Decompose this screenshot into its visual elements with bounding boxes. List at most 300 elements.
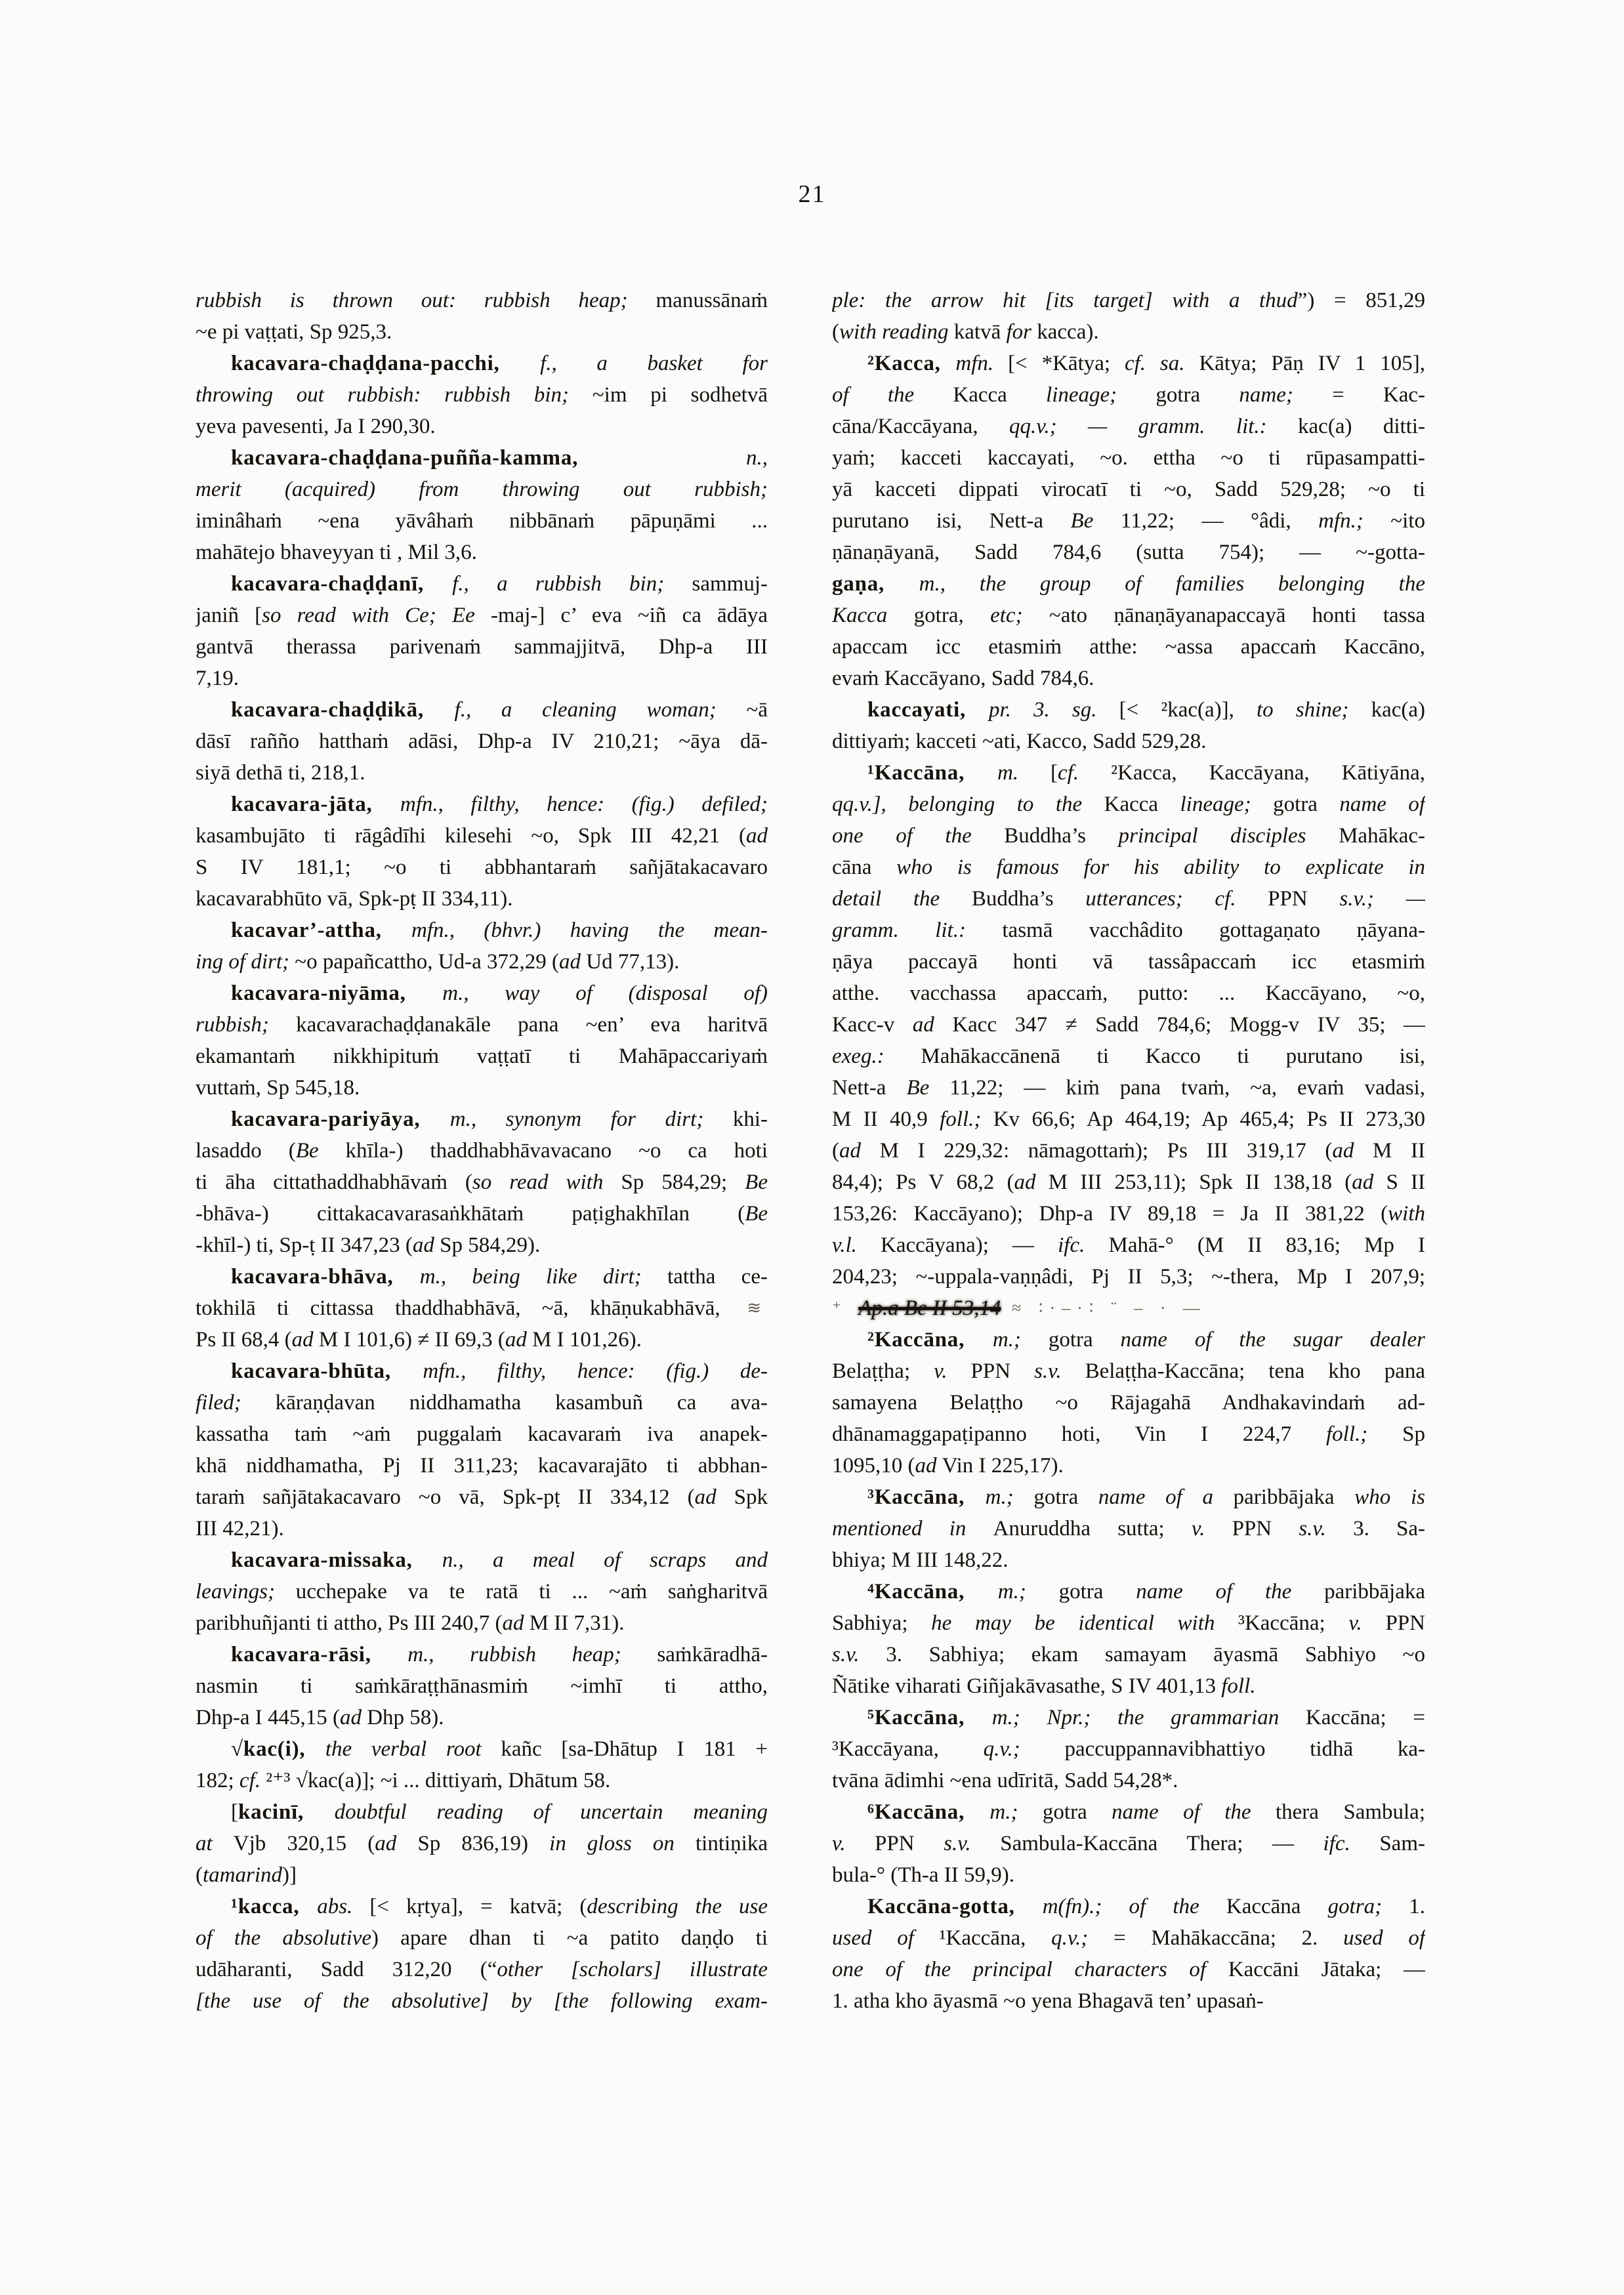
text-line xyxy=(196,1513,768,1544)
text-run: ad xyxy=(412,1233,440,1257)
text-run: Kacca xyxy=(953,383,1047,407)
text-run: Kaccāyana); — xyxy=(881,1233,1058,1257)
text-run: ~ito xyxy=(1390,509,1425,533)
text-line xyxy=(832,1387,1425,1418)
text-run: 11,22; — kiṁ pana tvaṁ, ~a, evaṁ vadasi, xyxy=(949,1076,1425,1100)
text-line xyxy=(832,1796,1425,1828)
text-run: q.v.; xyxy=(1051,1926,1114,1950)
text-run: one of the principal characters of xyxy=(832,1958,1228,1981)
text-run: who is xyxy=(1354,1485,1425,1509)
text-run: used of xyxy=(832,1926,940,1950)
text-run: Sabhiya; xyxy=(832,1611,932,1635)
text-run: name of xyxy=(1339,793,1425,816)
text-run: f., a basket for xyxy=(540,352,768,375)
text-run: mentioned in xyxy=(832,1517,993,1540)
text-run: tasmā vacchâdito gottagaṇato ṇāyana- xyxy=(1002,919,1425,942)
text-line xyxy=(196,1544,768,1576)
text-line xyxy=(196,600,768,631)
text-run: atthe. vacchassa apaccaṁ, putto: ... Kaccāyano, ~o, xyxy=(832,982,1425,1005)
headword: ⁴Kaccāna, xyxy=(867,1580,998,1603)
text-line xyxy=(196,915,768,946)
headword: Kaccāna-gotta, xyxy=(867,1895,1043,1918)
left-column xyxy=(196,285,768,2017)
text-run: 11,22; — °âdi, xyxy=(1120,509,1319,533)
text-run: paribbājaka xyxy=(1233,1485,1355,1509)
text-run: apaccam icc etasmiṁ atthe: ~assa apaccaṁ Kaccāno, xyxy=(832,635,1425,659)
text-run: Sp xyxy=(1402,1422,1425,1446)
text-line xyxy=(832,1891,1425,1922)
text-run: PPN xyxy=(1268,887,1340,911)
text-line xyxy=(832,1639,1425,1670)
text-line xyxy=(832,820,1425,852)
text-line xyxy=(832,978,1425,1009)
text-line xyxy=(196,1796,768,1828)
text-run: m.; xyxy=(992,1328,1049,1352)
text-run: Kaccāna; = xyxy=(1305,1706,1425,1729)
text-run: katvā xyxy=(953,320,1007,344)
text-line xyxy=(196,1607,768,1639)
text-run: lasaddo ( xyxy=(196,1139,296,1163)
text-run: filed; xyxy=(196,1391,276,1415)
text-run: Ud 77,13). xyxy=(581,950,680,974)
text-line xyxy=(832,1954,1425,1985)
text-run: n., a meal of scraps and xyxy=(442,1548,768,1572)
text-run: gotra xyxy=(1273,793,1340,816)
text-line xyxy=(196,1639,768,1670)
text-line xyxy=(832,1733,1425,1765)
text-run: gotra; xyxy=(1327,1895,1409,1918)
text-run: Kacc-v xyxy=(832,1013,913,1037)
text-line xyxy=(832,411,1425,442)
text-run: [the use of the absolutive] by [the following exam- xyxy=(196,1989,768,2013)
text-run: ²Kacca, Kaccāyana, Kātiyāna, xyxy=(1111,761,1425,785)
text-line xyxy=(196,694,768,726)
ink-smudge: ≋ xyxy=(720,1298,768,1317)
text-run: s.v. xyxy=(1034,1359,1085,1383)
text-line xyxy=(196,1985,768,2017)
text-run: ad xyxy=(375,1832,418,1855)
text-run: Mahākac- xyxy=(1339,824,1425,848)
text-run: etc; xyxy=(990,604,1049,627)
text-line xyxy=(832,1765,1425,1796)
text-run: M I 101,6) ≠ II 69,3 ( xyxy=(318,1328,505,1352)
text-run: Dhp 58). xyxy=(367,1706,444,1729)
text-line xyxy=(196,1261,768,1292)
text-run: M III 253,11); Spk II 138,18 ( xyxy=(1048,1170,1352,1194)
text-run: -bhāva-) cittakacavarasaṅkhātaṁ paṭighakhīlan ( xyxy=(196,1202,745,1226)
text-line xyxy=(196,1733,768,1765)
text-run: v.l. xyxy=(832,1233,881,1257)
text-run: m(fn).; of the xyxy=(1042,1895,1226,1918)
text-line xyxy=(196,348,768,379)
text-line xyxy=(196,789,768,820)
text-run: tattha ce- xyxy=(667,1265,768,1289)
text-run: gotra xyxy=(1042,1800,1112,1824)
headword: kacavara-chaḍḍikā, xyxy=(231,698,455,722)
text-line xyxy=(832,442,1425,474)
text-run: 1095,10 ( xyxy=(832,1454,915,1478)
text-run: ucchepake va te ratā ti ... ~aṁ saṅgharitvā xyxy=(295,1580,768,1603)
text-line xyxy=(832,1828,1425,1859)
text-line xyxy=(832,505,1425,537)
text-line xyxy=(832,631,1425,663)
text-run: foll.; xyxy=(940,1107,993,1131)
text-run: kacca). xyxy=(1037,320,1099,344)
text-run: ~ā xyxy=(746,698,768,722)
text-line xyxy=(196,285,768,316)
text-line xyxy=(832,316,1425,348)
text-run: ad xyxy=(915,1454,942,1478)
text-run: nasmin ti saṁkāraṭṭhānasmiṁ ~imhī ti attho, xyxy=(196,1674,768,1698)
headword: kacavara-pariyāya, xyxy=(231,1107,450,1131)
text-line xyxy=(196,474,768,505)
text-line xyxy=(832,1544,1425,1576)
text-run: m. xyxy=(997,761,1051,785)
text-run: v. xyxy=(934,1359,971,1383)
text-line xyxy=(196,411,768,442)
text-run: v. xyxy=(1191,1517,1232,1540)
text-run: s.v. xyxy=(832,1643,886,1666)
text-run: detail the xyxy=(832,887,972,911)
text-line xyxy=(832,1041,1425,1072)
text-run: ( xyxy=(832,320,839,344)
text-run: other [scholars] illustrate xyxy=(497,1958,768,1981)
text-run: m., way of (disposal of) xyxy=(442,982,768,1005)
page-number: 21 xyxy=(798,180,826,208)
text-line xyxy=(196,1104,768,1135)
text-run: taraṁ sañjātakacavaro ~o vā, Spk-pṭ II 334,12 ( xyxy=(196,1485,695,1509)
text-run: s.v. xyxy=(1299,1517,1354,1540)
text-run: Sp 584,29). xyxy=(440,1233,541,1257)
text-run: ṇānaṇāyanā, Sadd 784,6 (sutta 754); — ~-gotta- xyxy=(832,541,1425,564)
text-run: so read with Ce; Ee xyxy=(262,604,491,627)
text-run: ple: the arrow hit [its target] with a thud xyxy=(832,289,1298,312)
text-run: doubtful reading of uncertain meaning xyxy=(334,1800,768,1824)
text-run: gotra xyxy=(1033,1485,1098,1509)
text-run: n., xyxy=(746,446,768,470)
text-run: 3. Sabhiya; ekam samayam āyasmā Sabhiyo ~o xyxy=(886,1643,1425,1666)
text-run: )] xyxy=(282,1863,297,1887)
text-line xyxy=(196,1355,768,1387)
text-run: M II xyxy=(1373,1139,1425,1163)
text-line xyxy=(832,379,1425,411)
text-run: Be xyxy=(906,1076,950,1100)
text-run: name of a xyxy=(1098,1485,1234,1509)
text-line xyxy=(832,663,1425,694)
text-run: Be xyxy=(1070,509,1121,533)
text-line xyxy=(196,1072,768,1104)
text-run: Vjb 320,15 ( xyxy=(233,1832,375,1855)
text-run: Buddha’s xyxy=(1004,824,1119,848)
headword: ²Kacca, xyxy=(867,352,956,375)
text-line xyxy=(196,1324,768,1355)
text-run: kac(a) ditti- xyxy=(1298,415,1425,438)
text-line xyxy=(196,1198,768,1230)
text-run: udāharanti, Sadd 312,20 (“ xyxy=(196,1958,497,1981)
text-run: m., synonym for dirt; xyxy=(449,1107,733,1131)
text-run: sammuj- xyxy=(692,572,768,596)
text-run: m., being like dirt; xyxy=(419,1265,668,1289)
headword: √kac(i), xyxy=(231,1737,325,1761)
text-run: tamarind xyxy=(203,1863,283,1887)
text-run: 7,19. xyxy=(196,667,239,690)
text-run: lineage; xyxy=(1046,383,1156,407)
text-run: lineage; xyxy=(1180,793,1274,816)
text-run: ad xyxy=(1014,1170,1049,1194)
text-run: m.; xyxy=(985,1485,1034,1509)
text-run: of the absolutive xyxy=(196,1926,372,1950)
text-line xyxy=(196,946,768,978)
text-run: kac(a) xyxy=(1371,698,1425,722)
text-run: ifc. xyxy=(1058,1233,1109,1257)
text-run: kāraṇḍavan niddhamatha kasambuñ ca ava- xyxy=(275,1391,768,1415)
text-line xyxy=(832,1104,1425,1135)
text-run: Mahā-° (M II 83,16; Mp I xyxy=(1108,1233,1425,1257)
text-run: Kacca xyxy=(832,604,914,627)
text-line xyxy=(196,883,768,915)
text-line xyxy=(196,442,768,474)
text-run: kacavarabhūto vā, Spk-pṭ II 334,11). xyxy=(196,887,513,911)
text-run: ing of dirt; xyxy=(196,950,295,974)
text-run: 182; xyxy=(196,1769,239,1792)
text-line xyxy=(196,1450,768,1481)
text-run: abs. xyxy=(317,1895,370,1918)
text-line xyxy=(832,1513,1425,1544)
text-run: Vin I 225,17). xyxy=(942,1454,1064,1478)
text-run: paribbājaka xyxy=(1324,1580,1425,1603)
text-run: he may be identical with xyxy=(931,1611,1239,1635)
text-run: ad xyxy=(339,1706,367,1729)
text-run: ad xyxy=(502,1611,530,1635)
text-run: janiñ [ xyxy=(196,604,262,627)
text-line xyxy=(832,1135,1425,1167)
text-run: mahātejo bhaveyyan ti , Mil 3,6. xyxy=(196,541,477,564)
text-line xyxy=(832,1702,1425,1733)
ink-smudge: ⁺ xyxy=(832,1298,859,1317)
text-run: one of the xyxy=(832,824,1005,848)
text-run: throwing out rubbish: rubbish bin; xyxy=(196,383,593,407)
headword: kacavara-chaḍḍanī, xyxy=(231,572,453,596)
text-line xyxy=(832,1607,1425,1639)
text-run: ad xyxy=(559,950,581,974)
text-run: III 42,21). xyxy=(196,1517,284,1540)
text-run: dāsī rañño hatthaṁ adāsi, Dhp-a IV 210,21; ~āya dā- xyxy=(196,730,768,753)
text-run: ad xyxy=(746,824,768,848)
text-line xyxy=(832,1324,1425,1355)
text-line xyxy=(196,1922,768,1954)
text-run: M I 101,26). xyxy=(532,1328,642,1352)
text-line xyxy=(196,1891,768,1922)
text-run: in gloss on xyxy=(549,1832,696,1855)
text-run: Buddha’s xyxy=(971,887,1086,911)
text-line xyxy=(832,285,1425,316)
text-line xyxy=(832,1261,1425,1292)
headword: ³Kaccāna, xyxy=(867,1485,986,1509)
text-run: ~ato ṇānaṇāyanapaccayā honti tassa xyxy=(1049,604,1425,627)
text-run: kasambujāto ti rāgâdīhi kilesehi ~o, Spk III 42,21 ( xyxy=(196,824,746,848)
text-run: ) apare dhan ti ~a patito daṇḍo ti xyxy=(371,1926,768,1950)
text-run: tvāna ādimhi ~ena udīritā, Sadd 54,28*. xyxy=(832,1769,1178,1792)
text-line xyxy=(196,1387,768,1418)
text-line xyxy=(196,1954,768,1985)
text-run: ad xyxy=(839,1139,880,1163)
text-run: for xyxy=(1006,320,1037,344)
text-run: kacavarachaḍḍanakāle pana ~en’ eva haritvā xyxy=(296,1013,768,1037)
text-run: saṁkāradhā- xyxy=(657,1643,768,1666)
headword: gaṇa, xyxy=(832,572,919,596)
text-run: samayena Belaṭṭho ~o Rājagahā Andhakavindaṁ ad- xyxy=(832,1391,1425,1415)
text-run: paribhuñjanti ti attho, Ps III 240,7 ( xyxy=(196,1611,503,1635)
text-line xyxy=(196,820,768,852)
text-line xyxy=(832,789,1425,820)
text-run: ṇāya paccayā honti vā tassâpaccaṁ icc etasmiṁ xyxy=(832,950,1425,974)
text-run: S IV 181,1; ~o ti abbhantaraṁ sañjātakacavaro xyxy=(196,856,768,879)
text-run: ad xyxy=(1332,1139,1373,1163)
text-run: S II xyxy=(1386,1170,1425,1194)
text-run: cf. sa. xyxy=(1124,352,1199,375)
text-run: qq.v.], belonging to the xyxy=(832,793,1104,816)
text-line xyxy=(832,883,1425,915)
text-run: principal disciples xyxy=(1118,824,1339,848)
text-line xyxy=(832,1072,1425,1104)
text-run: ”) = 851,29 xyxy=(1297,289,1425,312)
text-run: Ps II 68,4 ( xyxy=(196,1328,292,1352)
text-run: Nett-a xyxy=(832,1076,907,1100)
text-run: 153,26: Kaccāyano); Dhp-a IV 89,18 = Ja II 381,22 ( xyxy=(832,1202,1388,1226)
text-run: 204,23; ~-uppala-vaṇṇâdi, Pj II 5,3; ~-thera, Mp I 207,9; xyxy=(832,1265,1425,1289)
text-run: cf. xyxy=(239,1769,266,1792)
headword: kacavara-chaḍḍana-pacchi, xyxy=(231,352,541,375)
text-line xyxy=(832,1355,1425,1387)
text-run: = Kac- xyxy=(1332,383,1425,407)
text-run: M II 40,9 xyxy=(832,1107,940,1131)
text-run: gramm. lit.: xyxy=(832,919,1003,942)
text-run: leavings; xyxy=(196,1580,296,1603)
text-line xyxy=(196,1230,768,1261)
text-run: dittiyaṁ; kacceti ~ati, Kacco, Sadd 529,28. xyxy=(832,730,1207,753)
text-run: Spk xyxy=(734,1485,768,1509)
text-run: gotra xyxy=(1156,383,1239,407)
text-run: gantvā therassa parivenaṁ sammajjitvā, Dhp-a III xyxy=(196,635,768,659)
text-run: m., the group of families belonging the xyxy=(919,572,1425,596)
text-line xyxy=(832,1670,1425,1702)
text-line xyxy=(196,1859,768,1891)
text-run: ad xyxy=(912,1013,953,1037)
text-line xyxy=(832,726,1425,757)
text-run: [ xyxy=(231,1800,238,1824)
text-run: v. xyxy=(1348,1611,1386,1635)
text-run: siyā dethā ti, 218,1. xyxy=(196,761,365,785)
text-run: ¹Kaccāna, xyxy=(939,1926,1052,1950)
text-line xyxy=(196,978,768,1009)
text-run: 1. xyxy=(1409,1895,1425,1918)
text-line xyxy=(832,348,1425,379)
text-run: Be xyxy=(745,1170,768,1194)
text-run: [< ²kac(a)], xyxy=(1119,698,1257,722)
text-line xyxy=(196,1481,768,1513)
text-run: Kātya; Pāṇ IV 1 105], xyxy=(1199,352,1425,375)
text-run: the verbal root xyxy=(325,1737,501,1761)
text-line xyxy=(832,757,1425,789)
text-run: 3. Sa- xyxy=(1353,1517,1425,1540)
text-line xyxy=(832,694,1425,726)
text-line xyxy=(196,1670,768,1702)
text-run: kañc [sa-Dhātup I 181 + xyxy=(501,1737,768,1761)
text-run: Sam- xyxy=(1379,1832,1425,1855)
text-line xyxy=(196,379,768,411)
text-run: Kv 66,6; Ap 464,19; Ap 465,4; Ps II 273,30 xyxy=(993,1107,1425,1131)
text-run: ³Kaccāyana, xyxy=(832,1737,984,1761)
text-run: yeva pavesenti, Ja I 290,30. xyxy=(196,415,436,438)
text-line xyxy=(196,1041,768,1072)
text-run: m.; xyxy=(997,1580,1059,1603)
text-run: utterances; cf. xyxy=(1085,887,1268,911)
text-line xyxy=(832,1859,1425,1891)
text-run: gotra xyxy=(1058,1580,1136,1603)
text-run: = Mahākaccāna; 2. xyxy=(1114,1926,1344,1950)
text-run: pr. 3. sg. xyxy=(988,698,1119,722)
text-run: Kaccāna xyxy=(1226,1895,1328,1918)
text-run: ti āha cittathaddhabhāvaṁ ( xyxy=(196,1170,472,1194)
text-line xyxy=(196,316,768,348)
text-run: -maj-] c’ eva ~iñ ca ādāya xyxy=(490,604,768,627)
text-run: mfn., filthy, hence: (fig.) de- xyxy=(423,1359,768,1383)
text-run: bula-° (Th-a II 59,9). xyxy=(832,1863,1015,1887)
text-line xyxy=(832,1481,1425,1513)
text-run: manussānaṁ xyxy=(656,289,768,312)
text-line xyxy=(196,1702,768,1733)
smudged-text: Ap.a Be II 53,14 xyxy=(858,1296,1001,1320)
text-run: khīla-) thaddhabhāvavacano ~o ca hoti xyxy=(345,1139,768,1163)
text-run: bhiya; M III 148,22. xyxy=(832,1548,1009,1572)
headword: ⁶Kaccāna, xyxy=(867,1800,990,1824)
text-line xyxy=(196,1009,768,1041)
text-run: 1. atha kho āyasmā ~o yena Bhagavā ten’ upasaṅ- xyxy=(832,1989,1264,2013)
headword: kacavar’-attha, xyxy=(231,919,411,942)
headword: ¹Kaccāna, xyxy=(867,761,997,785)
text-run: exeg.: xyxy=(832,1044,921,1068)
text-run: foll.; xyxy=(1326,1422,1403,1446)
text-run: ad xyxy=(291,1328,319,1352)
text-run: Ñātike viharati Giñjakāvasathe, S IV 401,13 xyxy=(832,1674,1222,1698)
text-line xyxy=(196,505,768,537)
headword: kaccayati, xyxy=(867,698,989,722)
text-run: M I 229,32: nāmagottaṁ); Ps III 319,17 ( xyxy=(879,1139,1333,1163)
right-column xyxy=(832,285,1425,2017)
headword: kacavara-chaḍḍana-puñña-kamma, xyxy=(231,446,746,470)
headword: kacinī, xyxy=(238,1800,335,1824)
text-run: cf. xyxy=(1058,761,1112,785)
text-line xyxy=(196,568,768,600)
text-run: mfn., (bhvr.) having the mean- xyxy=(411,919,768,942)
text-run: ifc. xyxy=(1323,1832,1380,1855)
text-run: Be xyxy=(295,1139,346,1163)
text-run: purutano isi, Nett-a xyxy=(832,509,1071,533)
text-run: Anuruddha sutta; xyxy=(993,1517,1192,1540)
text-run: q.v.; xyxy=(983,1737,1065,1761)
text-run: name; xyxy=(1239,383,1333,407)
text-run: s.v. xyxy=(944,1832,1001,1855)
text-run: v. xyxy=(832,1832,875,1855)
headword: ⁵Kaccāna, xyxy=(867,1706,992,1729)
text-run: 84,4); Ps V 68,2 ( xyxy=(832,1170,1014,1194)
text-run: with xyxy=(1388,1202,1425,1226)
text-run: Belaṭṭha-Kaccāna; tena kho pana xyxy=(1085,1359,1425,1383)
text-run: describing the use xyxy=(587,1895,768,1918)
text-line xyxy=(832,946,1425,978)
text-line xyxy=(196,1765,768,1796)
headword: kacavara-jāta, xyxy=(231,793,400,816)
